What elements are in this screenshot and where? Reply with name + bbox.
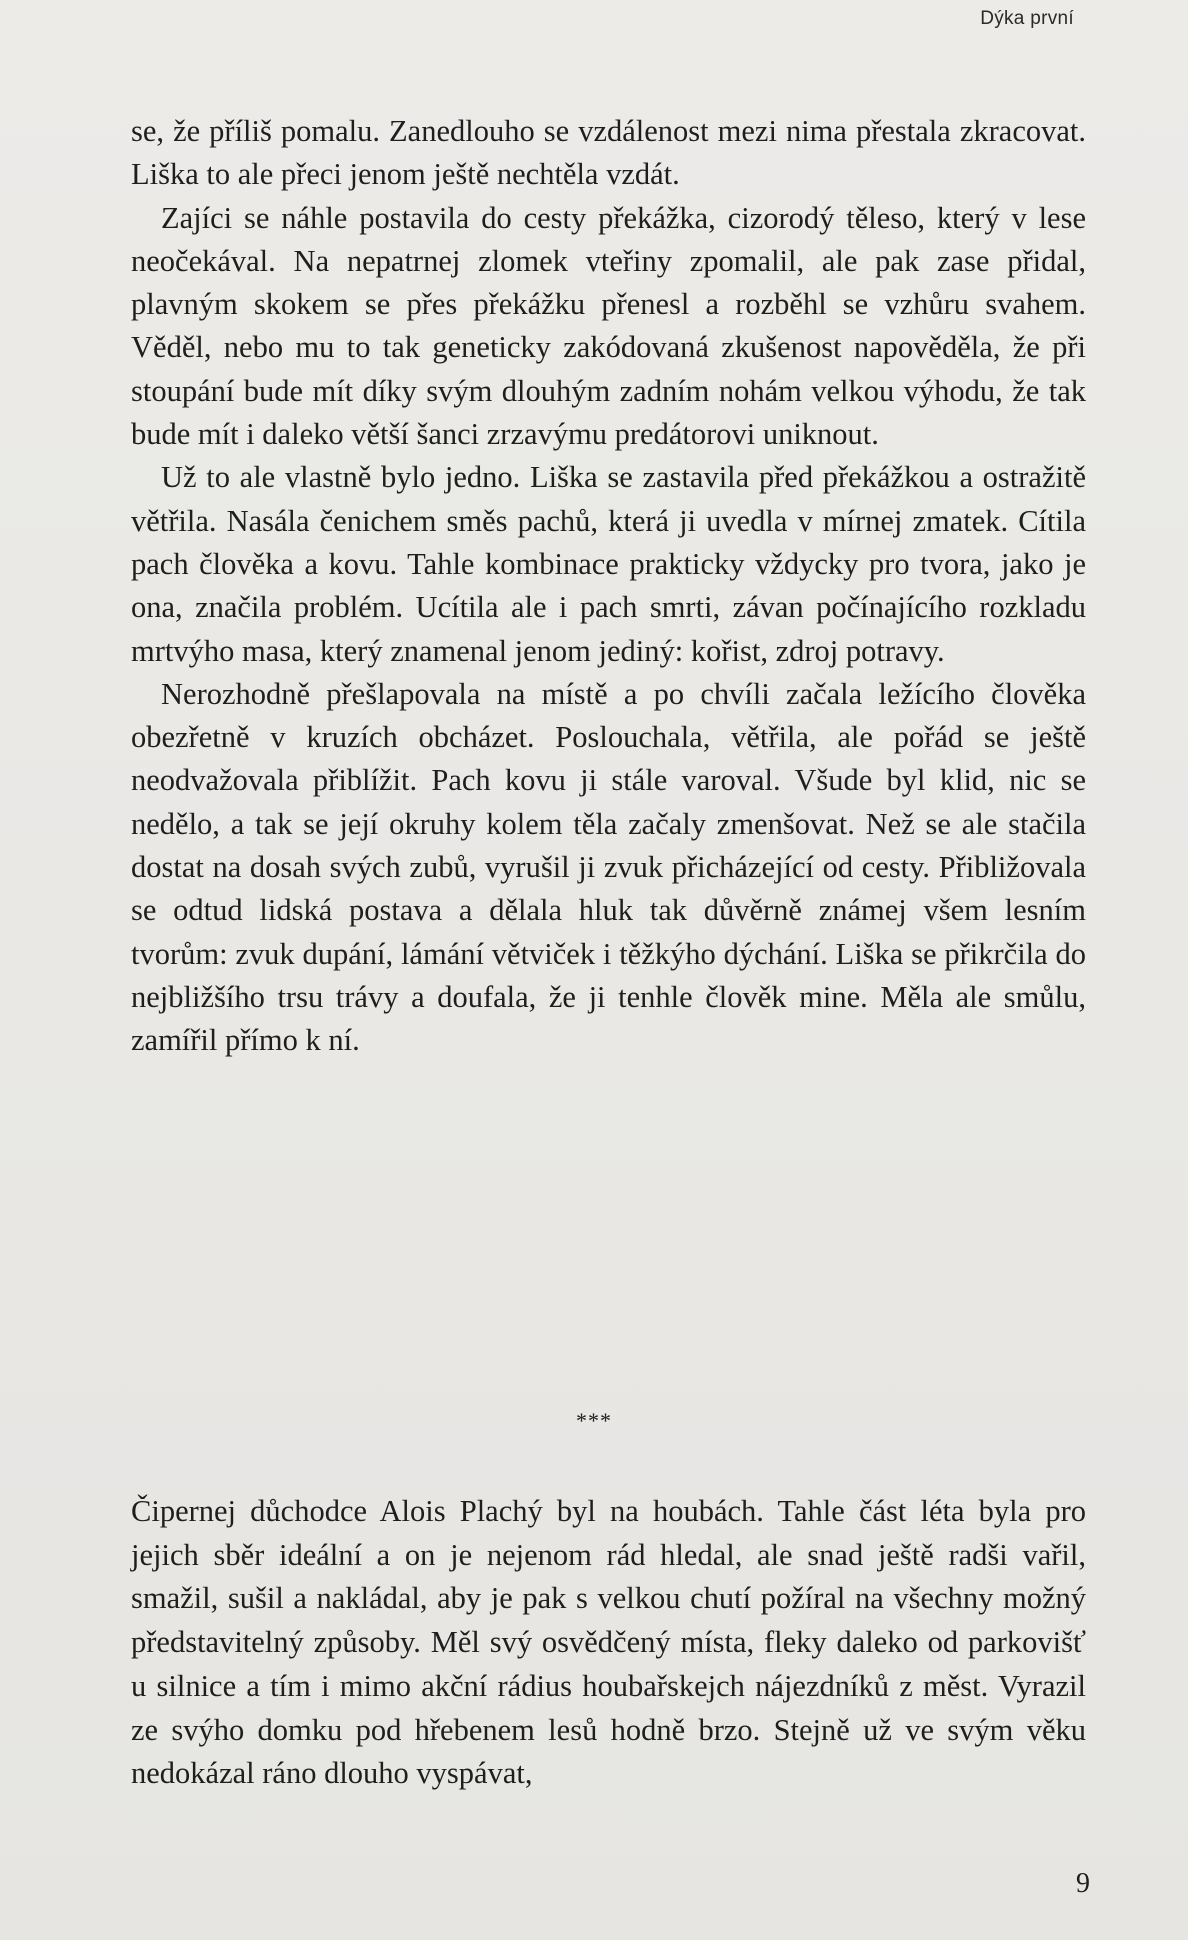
paragraph-4: Nerozhodně přešlapovala na místě a po chvíli začala ležícího člověka obezřetně v kruzích obcházet. Poslouchala, větřila, ale pořád se ještě neodvažovala přiblížit. Pach kovu ji stále varoval. Všude byl klid, nic se nedělo, a tak se její okruhy kolem těla začaly zmenšovat. Než se ale stačila dostat na dosah svých zubů, vyrušil ji zvuk přicházející od cesty. Přibližovala se odtud lidská postava a dělala hluk tak důvěrně známej všem lesním tvorům: zvuk dupání, lámání větviček i těžkýho dýchání. Liška se přikrčila do nejbližšího trsu trávy a doufala, že ji tenhle člověk mine. Měla ale smůlu, zamířil přímo k ní. [131,676,1086,1058]
main-text [131,110,1086,1063]
section-break: *** [576,1408,612,1433]
second-section-text [131,1490,1086,1796]
running-head: Dýka první [980,8,1074,29]
page-number: 9 [1076,1868,1090,1899]
paragraph-2: Zajíci se náhle postavila do cesty překážka, cizorodý těleso, který v lese neočekával. Na nepatrnej zlomek vteřiny zpomalil, ale pak zase přidal, plavným skokem se přes překážku přenesl a rozběhl se vzhůru svahem. Věděl, nebo mu to tak geneticky zakódovaná zkušenost napověděla, že při stoupání bude mít díky svým dlouhým zadním nohám velkou výhodu, že tak bude mít i daleko větší šanci zrzavýmu predátorovi uniknout. [131,200,1086,452]
paragraph-5: Čipernej důchodce Alois Plachý byl na houbách. Tahle část léta byla pro jejich sběr ideální a on je nejenom rád hledal, ale snad ještě radši vařil, smažil, sušil a nakládal, aby je pak s velkou chutí požíral na všechny možný představitelný způsoby. Měl svý osvědčený místa, fleky daleko od parkovišť u silnice a tím i mimo akční rádius houbařskejch nájezdníků z měst. Vyrazil ze svýho domku pod hřebenem lesů hodně brzo. Stejně už ve svým věku nedokázal ráno dlouho vyspávat, [131,1494,1086,1791]
paragraph-1: se, že příliš pomalu. Zanedlouho se vzdálenost mezi nima přestala zkracovat. Liška to ale přeci jenom ještě nechtěla vzdát. [131,114,1086,192]
paragraph-3: Už to ale vlastně bylo jedno. Liška se zastavila před překážkou a ostražitě větřila. Nasála čenichem směs pachů, která ji uvedla v mírnej zmatek. Cítila pach člověka a kovu. Tahle kombinace prakticky vždycky pro tvora, jako je ona, značila problém. Ucítila ale i pach smrti, závan počínajícího rozkladu mrtvýho masa, který znamenal jenom jediný: kořist, zdroj potravy. [131,460,1086,668]
